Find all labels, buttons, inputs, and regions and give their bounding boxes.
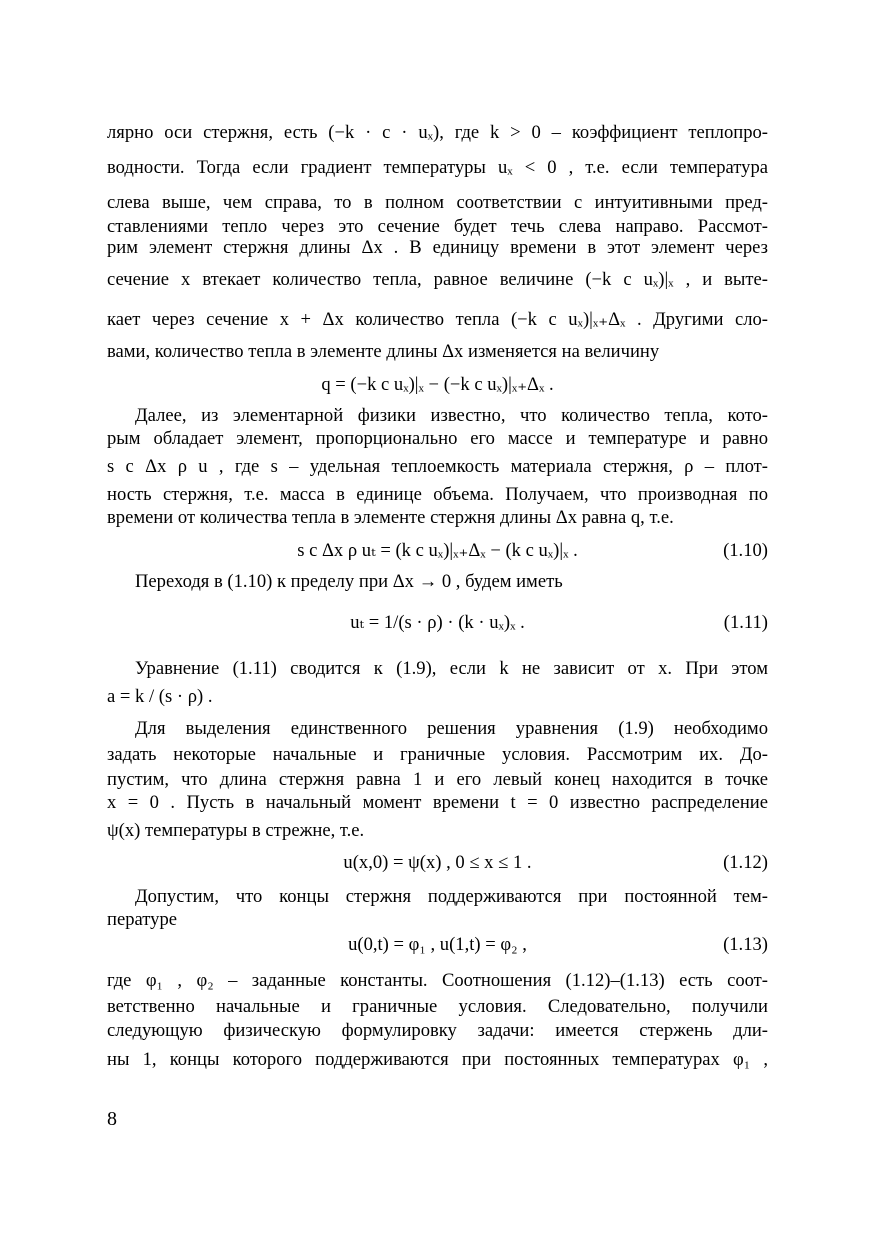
text-line: слева выше, чем справа, то в полном соответствии с интуитивными пред- (107, 192, 768, 213)
text-line: ветственно начальные и граничные условия. Следовательно, получили (107, 996, 768, 1017)
text-line: рим элемент стержня длины Δx . В единицу времени в этот элемент через (107, 237, 768, 258)
text-line: лярно оси стержня, есть (−k · c · uₓ), где k > 0 – коэффициент теплопро- (107, 122, 768, 143)
equation-number: (1.13) (723, 934, 768, 955)
equation-number: (1.10) (723, 540, 768, 561)
equation-number: (1.11) (723, 612, 768, 633)
formula-q: q = (−k c uₓ)|ₓ − (−k c uₓ)|ₓ₊Δₓ . (321, 374, 554, 395)
text-line: ψ(x) температуры в стрежне, т.е. (107, 820, 365, 841)
text-line: s c Δx ρ u , где s – удельная теплоемкость материала стержня, ρ – плот- (107, 456, 768, 477)
page-number: 8 (107, 1108, 117, 1130)
formula-1-13: u(0,t) = φ₁ , u(1,t) = φ₂ , (348, 934, 527, 955)
formula-1-10: s c Δx ρ uₜ = (k c uₓ)|ₓ₊Δₓ − (k c uₓ)|ₓ . (297, 540, 578, 561)
text-line: следующую физическую формулировку задачи: имеется стержень дли- (107, 1020, 768, 1041)
equation-number: (1.12) (723, 852, 768, 873)
text-line: водности. Тогда если градиент температуры uₓ < 0 , т.е. если температура (107, 157, 768, 178)
text-line: пустим, что длина стержня равна 1 и его левый конец находится в точке (107, 769, 768, 790)
text-line: рым обладает элемент, пропорционально его массе и температуре и равно (107, 428, 768, 449)
formula-1-11: uₜ = 1/(s · ρ) · (k · uₓ)ₓ . (350, 612, 525, 633)
text-line: где φ₁ , φ₂ – заданные константы. Соотношения (1.12)–(1.13) есть соот- (107, 970, 768, 991)
text-line: времени от количества тепла в элементе стержня длины Δx равна q, т.е. (107, 507, 674, 528)
text-line: сечение x втекает количество тепла, равное величине (−k c uₓ)|ₓ , и выте- (107, 269, 768, 290)
formula-1-12: u(x,0) = ψ(x) , 0 ≤ x ≤ 1 . (343, 852, 532, 873)
text-line: Допустим, что концы стержня поддерживаются при постоянной тем- (135, 886, 768, 907)
text-line: пературе (107, 909, 177, 930)
text-line: вами, количество тепла в элементе длины Δx изменяется на величину (107, 341, 660, 362)
text-line: x = 0 . Пусть в начальный момент времени t = 0 известно распределение (107, 792, 768, 813)
text-line: кает через сечение x + Δx количество тепла (−k c uₓ)|ₓ₊Δₓ . Другими сло- (107, 309, 768, 330)
text-line: Переходя в (1.10) к пределу при Δx → 0 , будем иметь (135, 571, 563, 592)
text-line: ны 1, концы которого поддерживаются при постоянных температурах φ₁ , (107, 1049, 768, 1070)
text-line: Далее, из элементарной физики известно, что количество тепла, кото- (135, 405, 768, 426)
text-line: ность стержня, т.е. масса в единице объема. Получаем, что производная по (107, 484, 768, 505)
text-line: Для выделения единственного решения уравнения (1.9) необходимо (135, 718, 768, 739)
text-line: ставлениями тепло через это сечение будет течь слева направо. Рассмот- (107, 216, 768, 237)
text-line: задать некоторые начальные и граничные условия. Рассмотрим их. До- (107, 744, 768, 765)
text-line: Уравнение (1.11) сводится к (1.9), если k не зависит от x. При этом (135, 658, 768, 679)
formula-a: a = k / (s · ρ) . (107, 686, 213, 707)
